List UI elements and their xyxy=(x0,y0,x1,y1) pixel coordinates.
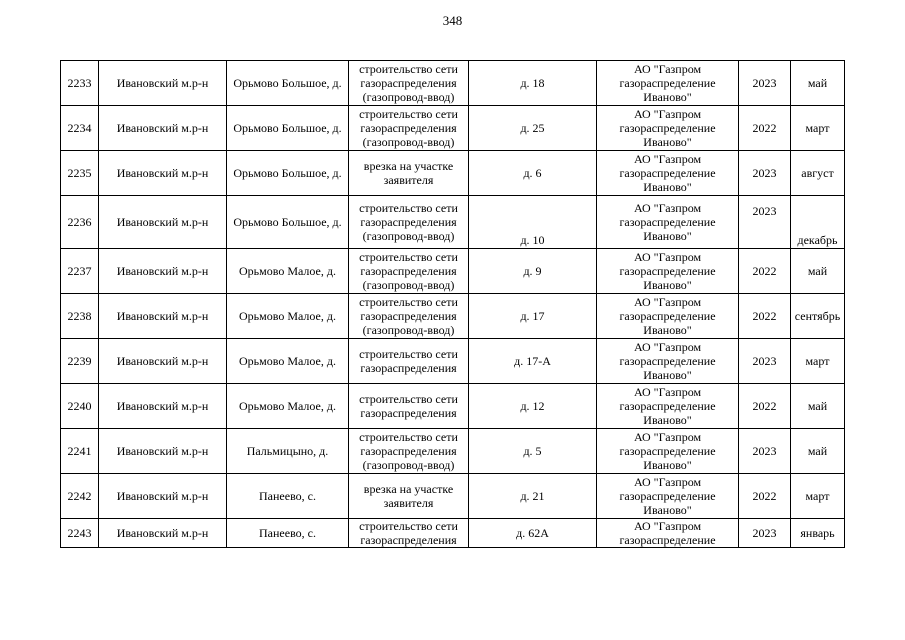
district-cell: Ивановский м.р-н xyxy=(99,106,227,151)
month-cell: август xyxy=(791,151,845,196)
organization-cell: АО "Газпром газораспределение Иваново" xyxy=(597,429,739,474)
table-row xyxy=(61,196,845,249)
district-cell: Ивановский м.р-н xyxy=(99,294,227,339)
organization-cell: АО "Газпром газораспределение Иваново" xyxy=(597,151,739,196)
year-cell: 2022 xyxy=(739,294,791,339)
month-cell: январь xyxy=(791,519,845,548)
year-cell: 2022 xyxy=(739,474,791,519)
address-cell: д. 17-А xyxy=(469,339,597,384)
year-cell: 2023 xyxy=(739,429,791,474)
district-cell: Ивановский м.р-н xyxy=(99,429,227,474)
district-cell: Ивановский м.р-н xyxy=(99,474,227,519)
address-cell: д. 17 xyxy=(469,294,597,339)
row-number: 2241 xyxy=(61,429,99,474)
row-number: 2237 xyxy=(61,249,99,294)
district-cell: Ивановский м.р-н xyxy=(99,196,227,249)
settlement-cell: Орьмово Большое, д. xyxy=(227,106,349,151)
row-number: 2235 xyxy=(61,151,99,196)
gas-connection-table xyxy=(60,60,845,548)
settlement-cell: Орьмово Малое, д. xyxy=(227,384,349,429)
address-cell: д. 9 xyxy=(469,249,597,294)
table-row xyxy=(61,474,845,519)
address-cell: д. 12 xyxy=(469,384,597,429)
settlement-cell: Орьмово Большое, д. xyxy=(227,61,349,106)
address-cell: д. 62А xyxy=(469,519,597,548)
work-type-cell: строительство сети газораспределения (газопровод-ввод) xyxy=(349,61,469,106)
organization-cell: АО "Газпром газораспределение Иваново" xyxy=(597,384,739,429)
address-cell: д. 10 xyxy=(469,196,597,249)
table-row xyxy=(61,384,845,429)
district-cell: Ивановский м.р-н xyxy=(99,151,227,196)
organization-cell: АО "Газпром газораспределение Иваново" xyxy=(597,474,739,519)
page-number: 348 xyxy=(442,13,463,28)
row-number: 2240 xyxy=(61,384,99,429)
year-cell: 2022 xyxy=(739,384,791,429)
year-cell: 2022 xyxy=(739,106,791,151)
table-row xyxy=(61,294,845,339)
month-cell: май xyxy=(791,61,845,106)
row-number: 2243 xyxy=(61,519,99,548)
settlement-cell: Панеево, с. xyxy=(227,474,349,519)
month-cell: март xyxy=(791,339,845,384)
work-type-cell: строительство сети газораспределения xyxy=(349,519,469,548)
work-type-cell: строительство сети газораспределения (газопровод-ввод) xyxy=(349,106,469,151)
organization-cell: АО "Газпром газораспределение Иваново" xyxy=(597,294,739,339)
row-number: 2239 xyxy=(61,339,99,384)
settlement-cell: Панеево, с. xyxy=(227,519,349,548)
settlement-cell: Орьмово Малое, д. xyxy=(227,339,349,384)
organization-cell: АО "Газпром газораспределение Иваново" xyxy=(597,106,739,151)
organization-cell: АО "Газпром газораспределение xyxy=(597,519,739,548)
table-row xyxy=(61,106,845,151)
row-number: 2233 xyxy=(61,61,99,106)
table-row xyxy=(61,151,845,196)
address-cell: д. 21 xyxy=(469,474,597,519)
work-type-cell: строительство сети газораспределения xyxy=(349,384,469,429)
organization-cell: АО "Газпром газораспределение Иваново" xyxy=(597,61,739,106)
settlement-cell: Орьмово Малое, д. xyxy=(227,249,349,294)
organization-cell: АО "Газпром газораспределение Иваново" xyxy=(597,339,739,384)
year-cell: 2023 xyxy=(739,61,791,106)
table-row xyxy=(61,339,845,384)
settlement-cell: Орьмово Большое, д. xyxy=(227,196,349,249)
row-number: 2236 xyxy=(61,196,99,249)
settlement-cell: Орьмово Малое, д. xyxy=(227,294,349,339)
district-cell: Ивановский м.р-н xyxy=(99,249,227,294)
address-cell: д. 5 xyxy=(469,429,597,474)
year-cell: 2023 xyxy=(739,519,791,548)
month-cell: май xyxy=(791,384,845,429)
organization-cell: АО "Газпром газораспределение Иваново" xyxy=(597,249,739,294)
address-cell: д. 18 xyxy=(469,61,597,106)
month-cell: декабрь xyxy=(791,196,845,249)
work-type-cell: врезка на участке заявителя xyxy=(349,151,469,196)
row-number: 2238 xyxy=(61,294,99,339)
table-row xyxy=(61,61,845,106)
month-cell: март xyxy=(791,474,845,519)
month-cell: сентябрь xyxy=(791,294,845,339)
work-type-cell: строительство сети газораспределения (газопровод-ввод) xyxy=(349,429,469,474)
year-cell: 2023 xyxy=(739,151,791,196)
table-row xyxy=(61,429,845,474)
settlement-cell: Орьмово Большое, д. xyxy=(227,151,349,196)
month-cell: май xyxy=(791,249,845,294)
work-type-cell: строительство сети газораспределения xyxy=(349,339,469,384)
month-cell: май xyxy=(791,429,845,474)
row-number: 2242 xyxy=(61,474,99,519)
year-cell: 2023 xyxy=(739,339,791,384)
work-type-cell: врезка на участке заявителя xyxy=(349,474,469,519)
row-number: 2234 xyxy=(61,106,99,151)
work-type-cell: строительство сети газораспределения (газопровод-ввод) xyxy=(349,294,469,339)
year-cell: 2023 xyxy=(739,196,791,249)
district-cell: Ивановский м.р-н xyxy=(99,61,227,106)
year-cell: 2022 xyxy=(739,249,791,294)
district-cell: Ивановский м.р-н xyxy=(99,519,227,548)
work-type-cell: строительство сети газораспределения (газопровод-ввод) xyxy=(349,249,469,294)
district-cell: Ивановский м.р-н xyxy=(99,339,227,384)
settlement-cell: Пальмицыно, д. xyxy=(227,429,349,474)
table-row xyxy=(61,249,845,294)
organization-cell: АО "Газпром газораспределение Иваново" xyxy=(597,196,739,249)
address-cell: д. 6 xyxy=(469,151,597,196)
district-cell: Ивановский м.р-н xyxy=(99,384,227,429)
month-cell: март xyxy=(791,106,845,151)
work-type-cell: строительство сети газораспределения (газопровод-ввод) xyxy=(349,196,469,249)
address-cell: д. 25 xyxy=(469,106,597,151)
table-row xyxy=(61,519,845,548)
